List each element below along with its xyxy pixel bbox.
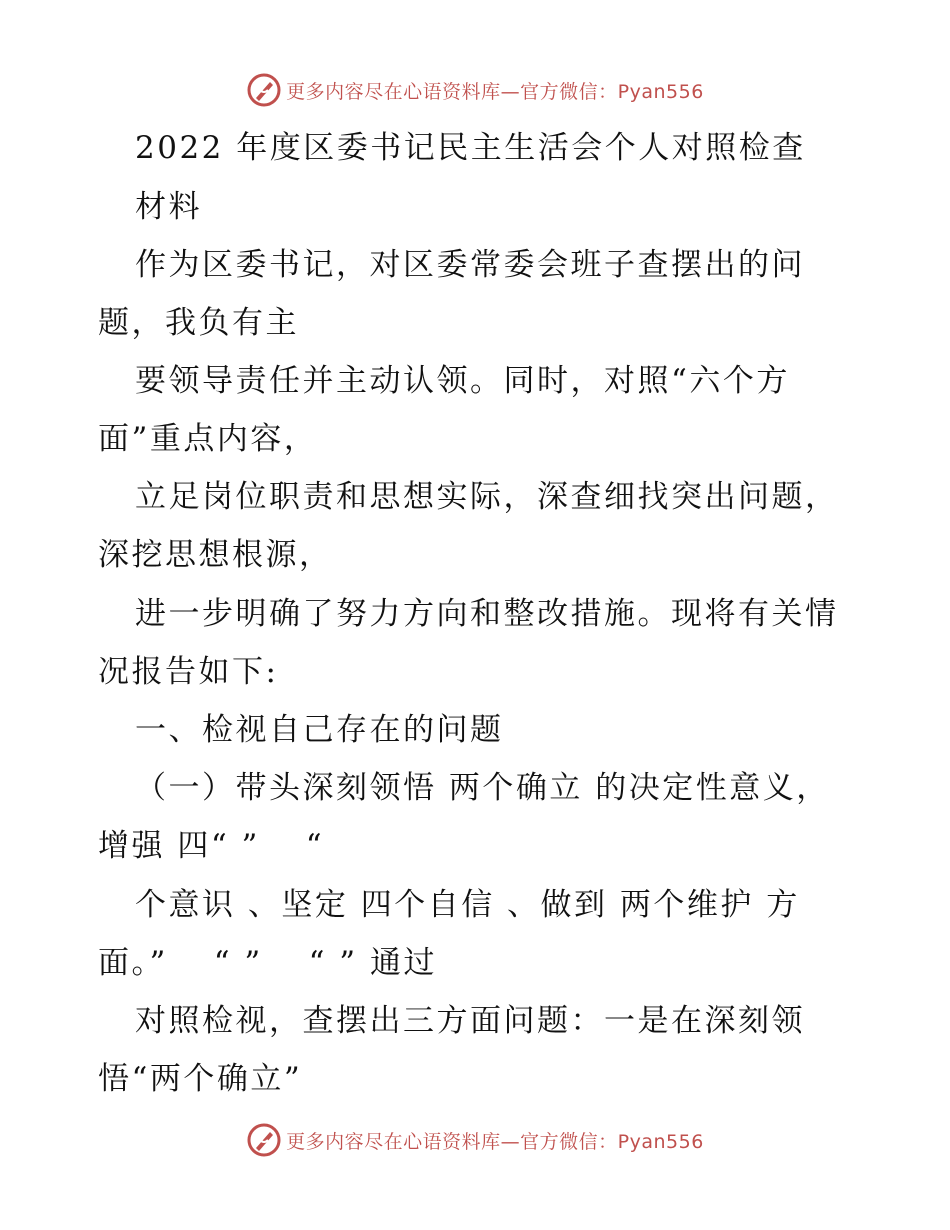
doc-line: 面。” “ ” “ ” 通过 xyxy=(98,945,438,981)
doc-line: 题，我负有主 xyxy=(98,305,299,341)
doc-title-line-2: 材料 xyxy=(135,189,202,225)
subsection-heading: （一）带头深刻领悟 两个确立 的决定性意义， xyxy=(135,770,830,806)
doc-line: 立足岗位职责和思想实际，深查细找突出问题， xyxy=(135,479,839,515)
doc-line: 面”重点内容， xyxy=(98,421,318,457)
doc-title-line-1: 2022 年度区委书记民主生活会个人对照检查 xyxy=(135,130,806,166)
pen-seal-logo-icon xyxy=(246,72,282,108)
doc-line: 要领导责任并主动认领。同时，对照“六个方 xyxy=(135,363,790,399)
doc-line: 对照检视，查摆出三方面问题：一是在深刻领 xyxy=(135,1003,805,1039)
watermark-banner-bottom xyxy=(0,1120,950,1160)
doc-line: 增强 四“ ” “ xyxy=(98,828,325,864)
section-heading: 一、检视自己存在的问题 xyxy=(135,712,504,748)
watermark-text: 更多内容尽在心语资料库—官方微信：Pyan556 xyxy=(286,1130,704,1153)
doc-line: 况报告如下: xyxy=(98,654,279,690)
doc-line: 个意识 、坚定 四个自信 、做到 两个维护 方 xyxy=(135,887,800,923)
watermark-text: 更多内容尽在心语资料库—官方微信：Pyan556 xyxy=(286,80,704,103)
doc-line: 悟“两个确立” xyxy=(98,1061,303,1097)
pen-seal-logo-icon xyxy=(246,1122,282,1158)
watermark-banner-top xyxy=(0,70,950,110)
doc-line: 深挖思想根源， xyxy=(98,537,333,573)
doc-line: 作为区委书记，对区委常委会班子查摆出的问 xyxy=(135,247,805,283)
doc-line: 进一步明确了努力方向和整改措施。现将有关情 xyxy=(135,596,839,632)
